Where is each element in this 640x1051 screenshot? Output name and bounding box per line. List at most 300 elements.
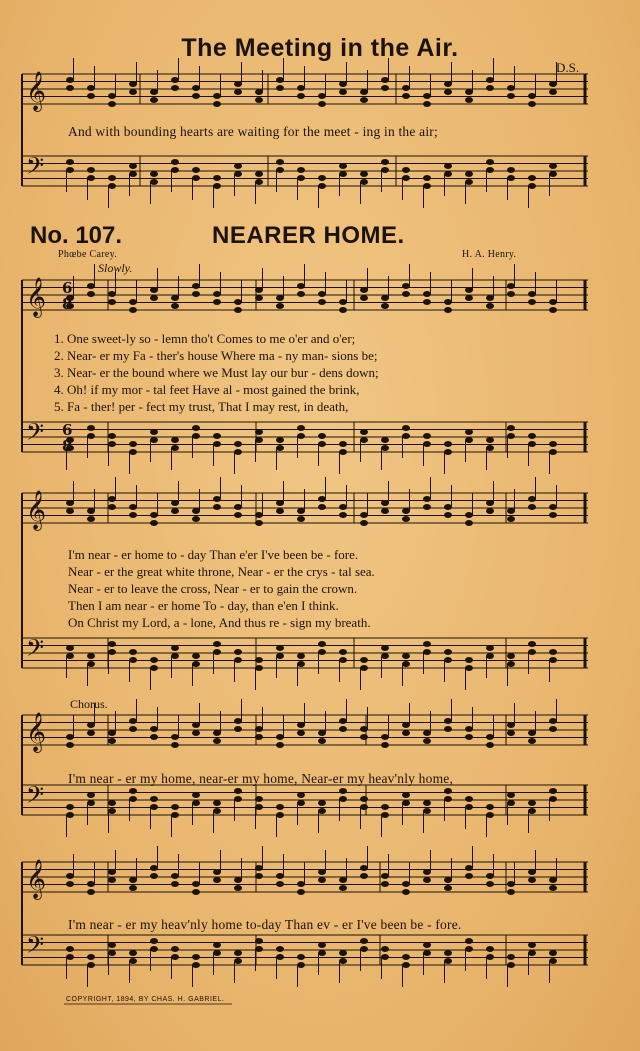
- note-head: [444, 81, 452, 87]
- note-head: [549, 885, 557, 891]
- note-head: [423, 504, 431, 510]
- note-head: [297, 167, 305, 173]
- note-head: [234, 885, 242, 891]
- note-head: [360, 437, 368, 443]
- note-head: [507, 283, 515, 289]
- note-head: [171, 167, 179, 173]
- note-head: [339, 504, 347, 510]
- note-head: [150, 726, 158, 732]
- note-head: [507, 881, 515, 887]
- note-head: [87, 167, 95, 173]
- note-head: [486, 303, 494, 309]
- note-head: [192, 792, 200, 798]
- note-head: [297, 722, 305, 728]
- chorus-label: Chorus.: [70, 697, 108, 711]
- note-head: [465, 97, 473, 103]
- note-head: [507, 167, 515, 173]
- note-head: [192, 283, 200, 289]
- note-head: [66, 812, 74, 818]
- note-head: [381, 881, 389, 887]
- note-head: [423, 800, 431, 806]
- note-head: [402, 792, 410, 798]
- note-head: [213, 504, 221, 510]
- note-head: [402, 653, 410, 659]
- note-head: [402, 889, 410, 895]
- note-head: [129, 299, 137, 305]
- note-head: [276, 734, 284, 740]
- note-head: [402, 291, 410, 297]
- note-head: [150, 873, 158, 879]
- note-head: [255, 512, 263, 518]
- note-head: [528, 649, 536, 655]
- note-head: [528, 299, 536, 305]
- note-head: [87, 175, 95, 181]
- note-head: [66, 946, 74, 952]
- note-head: [339, 649, 347, 655]
- note-head: [108, 800, 116, 806]
- note-head: [255, 665, 263, 671]
- note-head: [129, 649, 137, 655]
- note-head: [381, 653, 389, 659]
- note-head: [276, 500, 284, 506]
- note-head: [402, 167, 410, 173]
- note-head: [234, 649, 242, 655]
- note-head: [402, 283, 410, 289]
- note-head: [318, 441, 326, 447]
- note-head: [129, 171, 137, 177]
- note-head: [150, 865, 158, 871]
- note-head: [150, 429, 158, 435]
- note-head: [192, 653, 200, 659]
- note-head: [66, 734, 74, 740]
- note-head: [87, 85, 95, 91]
- note-head: [318, 93, 326, 99]
- verse-line: 5. Fa - ther! per - fect my trust, That I may rest, in death,: [54, 399, 349, 414]
- note-head: [360, 796, 368, 802]
- note-head: [528, 183, 536, 189]
- note-head: [213, 869, 221, 875]
- treble-clef: 𝄞: [26, 712, 47, 752]
- note-head: [171, 159, 179, 165]
- note-head: [87, 653, 95, 659]
- note-head: [360, 512, 368, 518]
- note-head: [150, 938, 158, 944]
- note-head: [339, 81, 347, 87]
- note-head: [213, 877, 221, 883]
- note-head: [528, 93, 536, 99]
- note-head: [318, 504, 326, 510]
- note-head: [276, 653, 284, 659]
- note-head: [192, 93, 200, 99]
- note-head: [444, 299, 452, 305]
- note-head: [486, 742, 494, 748]
- note-head: [297, 291, 305, 297]
- note-head: [87, 954, 95, 960]
- note-head: [192, 167, 200, 173]
- note-head: [507, 800, 515, 806]
- note-head: [171, 873, 179, 879]
- note-head: [213, 299, 221, 305]
- note-head: [297, 881, 305, 887]
- note-head: [528, 808, 536, 814]
- note-head: [360, 295, 368, 301]
- note-head: [171, 508, 179, 514]
- note-head: [318, 877, 326, 883]
- note-head: [192, 175, 200, 181]
- note-head: [171, 500, 179, 506]
- note-head: [129, 89, 137, 95]
- note-head: [108, 877, 116, 883]
- note-head: [549, 307, 557, 313]
- note-head: [318, 641, 326, 647]
- hymn-number: No. 107.: [30, 222, 123, 249]
- note-head: [423, 649, 431, 655]
- note-head: [465, 429, 473, 435]
- note-head: [234, 504, 242, 510]
- note-head: [528, 877, 536, 883]
- note-head: [129, 441, 137, 447]
- note-head: [255, 946, 263, 952]
- note-head: [360, 938, 368, 944]
- note-head: [87, 800, 95, 806]
- note-head: [87, 283, 95, 289]
- note-head: [192, 508, 200, 514]
- note-head: [87, 730, 95, 736]
- note-head: [108, 496, 116, 502]
- note-head: [129, 796, 137, 802]
- note-head: [528, 641, 536, 647]
- hymn-title: NEARER HOME.: [212, 222, 405, 249]
- note-head: [150, 295, 158, 301]
- note-head: [465, 295, 473, 301]
- note-head: [549, 441, 557, 447]
- note-head: [192, 962, 200, 968]
- note-head: [129, 657, 137, 663]
- ds-marking: D.S.: [556, 60, 580, 75]
- note-head: [360, 946, 368, 952]
- note-head: [381, 295, 389, 301]
- chorus-lyric-1: I'm near - er my home, near-er my home, Near-er my heav'nly home,: [68, 771, 454, 786]
- note-head: [213, 808, 221, 814]
- note-head: [213, 183, 221, 189]
- note-head: [66, 159, 74, 165]
- note-head: [318, 738, 326, 744]
- note-head: [318, 101, 326, 107]
- note-head: [129, 512, 137, 518]
- note-head: [171, 77, 179, 83]
- note-head: [318, 649, 326, 655]
- note-head: [171, 85, 179, 91]
- note-head: [192, 433, 200, 439]
- note-head: [507, 93, 515, 99]
- note-head: [213, 93, 221, 99]
- note-head: [297, 425, 305, 431]
- note-head: [528, 738, 536, 744]
- note-head: [318, 808, 326, 814]
- note-head: [255, 726, 263, 732]
- note-head: [87, 433, 95, 439]
- note-head: [381, 873, 389, 879]
- note-head: [192, 661, 200, 667]
- note-head: [360, 287, 368, 293]
- note-head: [192, 425, 200, 431]
- note-head: [297, 283, 305, 289]
- note-head: [444, 89, 452, 95]
- note-head: [381, 77, 389, 83]
- note-head: [108, 183, 116, 189]
- note-head: [87, 425, 95, 431]
- note-head: [402, 85, 410, 91]
- note-head: [66, 881, 74, 887]
- note-head: [381, 508, 389, 514]
- note-head: [276, 954, 284, 960]
- note-head: [66, 645, 74, 651]
- note-head: [486, 500, 494, 506]
- note-head: [87, 881, 95, 887]
- note-head: [444, 877, 452, 883]
- note-head: [381, 303, 389, 309]
- note-head: [360, 171, 368, 177]
- note-head: [297, 93, 305, 99]
- note-head: [549, 657, 557, 663]
- note-head: [339, 885, 347, 891]
- bass-clef: 𝄢: [26, 418, 45, 451]
- note-head: [465, 804, 473, 810]
- note-head: [234, 512, 242, 518]
- note-head: [87, 722, 95, 728]
- note-head: [465, 938, 473, 944]
- note-head: [507, 85, 515, 91]
- note-head: [423, 950, 431, 956]
- note-head: [297, 730, 305, 736]
- note-head: [276, 303, 284, 309]
- note-head: [192, 889, 200, 895]
- note-head: [360, 873, 368, 879]
- note-head: [276, 946, 284, 952]
- note-head: [423, 808, 431, 814]
- note-head: [276, 645, 284, 651]
- note-head: [486, 881, 494, 887]
- note-head: [171, 303, 179, 309]
- note-head: [423, 183, 431, 189]
- note-head: [150, 179, 158, 185]
- note-head: [360, 804, 368, 810]
- note-head: [318, 175, 326, 181]
- note-head: [549, 171, 557, 177]
- note-head: [423, 433, 431, 439]
- note-head: [339, 877, 347, 883]
- note-head: [465, 171, 473, 177]
- note-head: [360, 657, 368, 663]
- note-head: [549, 163, 557, 169]
- note-head: [108, 869, 116, 875]
- note-head: [108, 950, 116, 956]
- note-head: [486, 873, 494, 879]
- note-head: [507, 722, 515, 728]
- note-head: [444, 958, 452, 964]
- note-head: [465, 865, 473, 871]
- note-head: [129, 788, 137, 794]
- note-head: [297, 516, 305, 522]
- note-head: [423, 299, 431, 305]
- note-head: [234, 307, 242, 313]
- note-head: [150, 946, 158, 952]
- note-head: [192, 722, 200, 728]
- note-head: [423, 730, 431, 736]
- note-head: [507, 433, 515, 439]
- note-head: [66, 873, 74, 879]
- note-head: [318, 869, 326, 875]
- note-head: [423, 641, 431, 647]
- note-head: [129, 449, 137, 455]
- note-head: [297, 653, 305, 659]
- verse-block-1: [54, 330, 379, 415]
- treble-clef: 𝄞: [26, 490, 47, 530]
- note-head: [507, 792, 515, 798]
- verse-line: 1. One sweet-ly so - lemn tho't Comes to me o'er and o'er;: [54, 331, 356, 346]
- note-head: [339, 796, 347, 802]
- note-head: [423, 101, 431, 107]
- note-head: [255, 437, 263, 443]
- time-signature: 8: [62, 295, 73, 313]
- note-head: [318, 950, 326, 956]
- note-head: [255, 171, 263, 177]
- note-head: [66, 508, 74, 514]
- note-head: [171, 954, 179, 960]
- note-head: [318, 800, 326, 806]
- note-head: [360, 734, 368, 740]
- note-head: [318, 942, 326, 948]
- note-head: [402, 661, 410, 667]
- note-head: [528, 730, 536, 736]
- note-head: [234, 718, 242, 724]
- note-head: [507, 291, 515, 297]
- note-head: [171, 437, 179, 443]
- note-head: [255, 89, 263, 95]
- bass-clef: 𝄢: [26, 781, 45, 814]
- note-head: [528, 175, 536, 181]
- note-head: [549, 958, 557, 964]
- note-head: [507, 954, 515, 960]
- note-head: [381, 645, 389, 651]
- note-head: [108, 808, 116, 814]
- note-head: [234, 950, 242, 956]
- note-head: [381, 812, 389, 818]
- note-head: [213, 800, 221, 806]
- note-head: [381, 445, 389, 451]
- note-head: [528, 504, 536, 510]
- note-head: [171, 946, 179, 952]
- note-head: [150, 520, 158, 526]
- note-head: [150, 665, 158, 671]
- note-head: [66, 954, 74, 960]
- note-head: [213, 496, 221, 502]
- note-head: [381, 804, 389, 810]
- note-head: [108, 441, 116, 447]
- note-head: [465, 734, 473, 740]
- note-head: [108, 299, 116, 305]
- note-head: [87, 889, 95, 895]
- note-head: [444, 171, 452, 177]
- note-head: [66, 742, 74, 748]
- note-head: [423, 175, 431, 181]
- note-head: [192, 291, 200, 297]
- note-head: [150, 796, 158, 802]
- note-head: [255, 295, 263, 301]
- note-head: [213, 942, 221, 948]
- note-head: [129, 81, 137, 87]
- note-head: [444, 796, 452, 802]
- note-head: [276, 167, 284, 173]
- note-head: [339, 171, 347, 177]
- note-head: [465, 287, 473, 293]
- note-head: [486, 812, 494, 818]
- note-head: [255, 287, 263, 293]
- note-head: [423, 93, 431, 99]
- note-head: [444, 726, 452, 732]
- note-head: [360, 665, 368, 671]
- note-head: [87, 516, 95, 522]
- note-head: [255, 520, 263, 526]
- note-head: [444, 307, 452, 313]
- note-head: [444, 885, 452, 891]
- note-head: [507, 508, 515, 514]
- note-head: [339, 449, 347, 455]
- note-head: [339, 718, 347, 724]
- note-head: [255, 734, 263, 740]
- note-head: [360, 179, 368, 185]
- note-head: [549, 512, 557, 518]
- note-head: [192, 85, 200, 91]
- note-head: [276, 295, 284, 301]
- note-head: [171, 812, 179, 818]
- note-head: [213, 433, 221, 439]
- note-head: [486, 804, 494, 810]
- note-head: [507, 425, 515, 431]
- tempo-marking: Slowly.: [98, 261, 133, 275]
- note-head: [276, 85, 284, 91]
- note-head: [465, 437, 473, 443]
- note-head: [507, 175, 515, 181]
- note-head: [549, 299, 557, 305]
- note-head: [486, 85, 494, 91]
- copyright-notice: COPYRIGHT, 1894, BY CHAS. H. GABRIEL.: [66, 996, 225, 1003]
- note-head: [108, 291, 116, 297]
- note-head: [549, 718, 557, 724]
- note-head: [381, 437, 389, 443]
- time-signature: 8: [62, 437, 73, 455]
- note-head: [549, 449, 557, 455]
- note-head: [528, 291, 536, 297]
- note-head: [360, 726, 368, 732]
- author: Phœbe Carey.: [58, 249, 118, 260]
- note-head: [87, 508, 95, 514]
- note-head: [108, 504, 116, 510]
- note-head: [129, 885, 137, 891]
- note-head: [528, 942, 536, 948]
- note-head: [255, 179, 263, 185]
- note-head: [108, 942, 116, 948]
- note-head: [255, 796, 263, 802]
- note-head: [528, 800, 536, 806]
- note-head: [150, 89, 158, 95]
- note-head: [486, 77, 494, 83]
- note-head: [339, 788, 347, 794]
- note-head: [549, 950, 557, 956]
- note-head: [150, 287, 158, 293]
- note-head: [507, 730, 515, 736]
- note-head: [339, 163, 347, 169]
